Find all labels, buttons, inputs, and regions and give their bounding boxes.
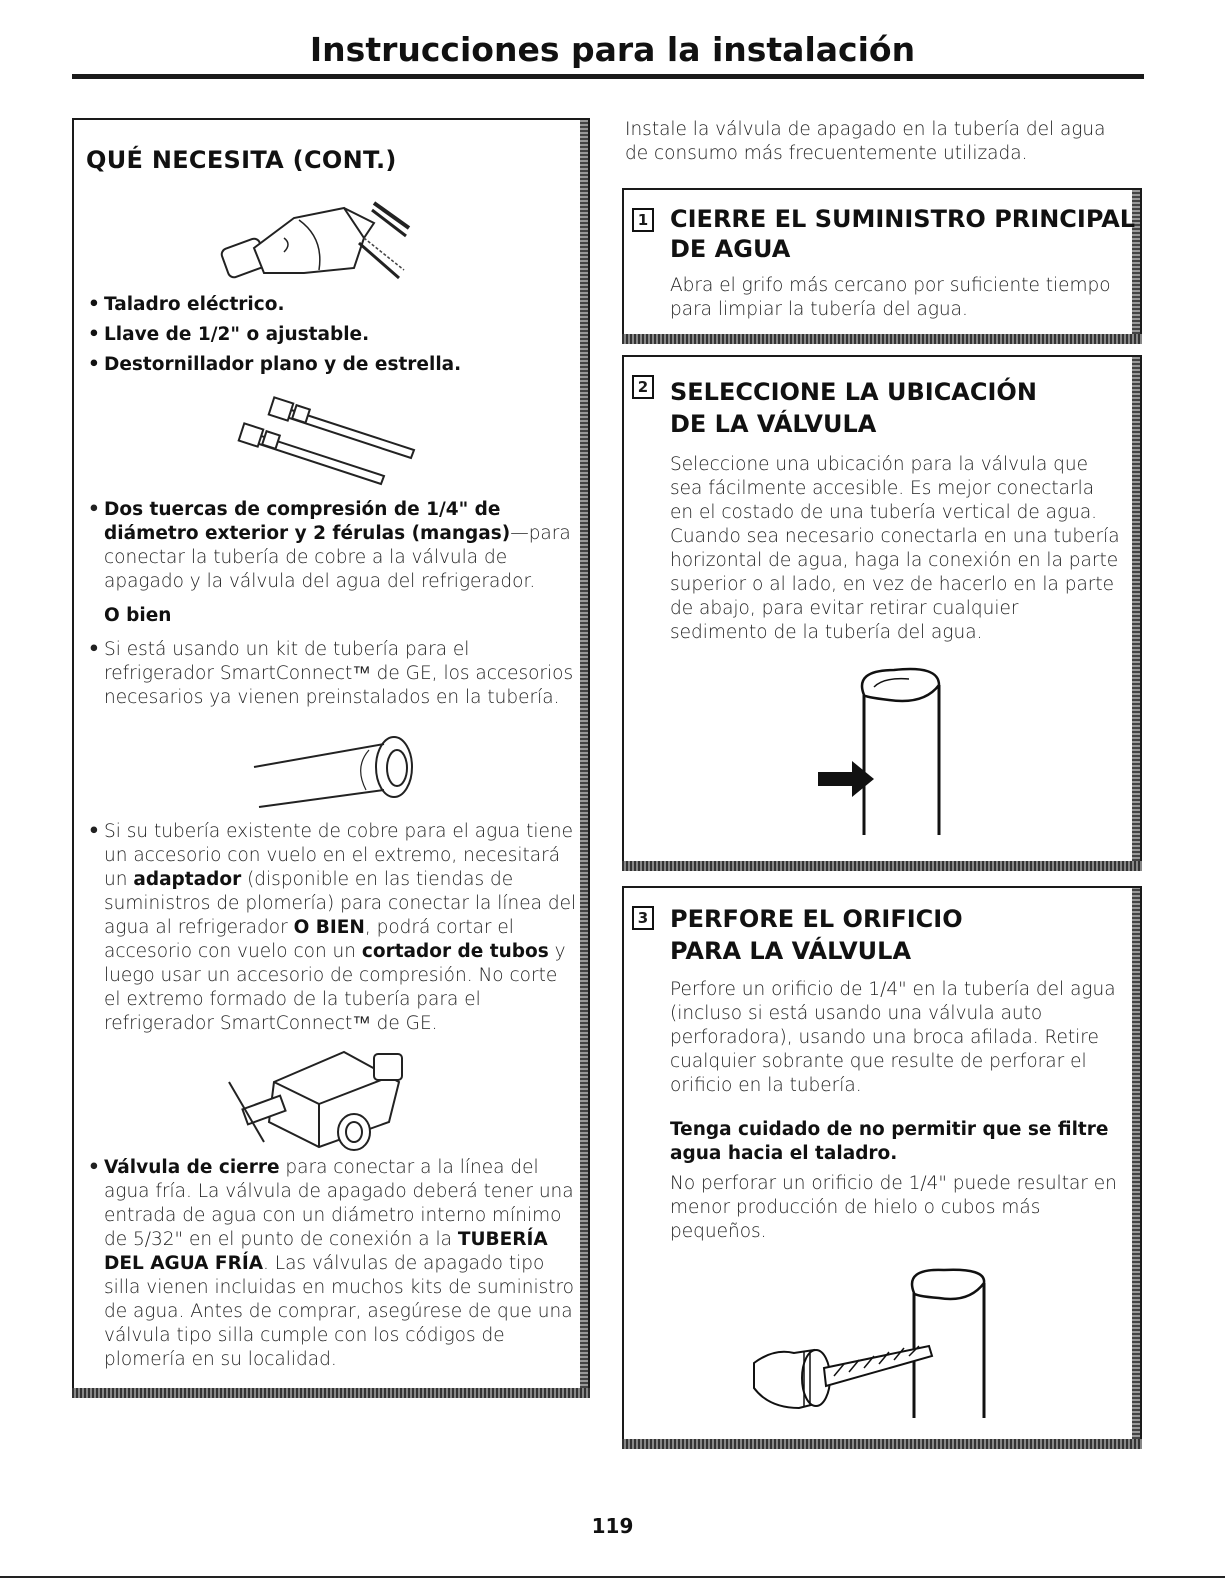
step-title: SELECCIONE LA UBICACIÓN (670, 378, 1037, 406)
page-number: 119 (591, 1514, 634, 1538)
box-shade (1132, 357, 1140, 861)
drill-icon (224, 198, 414, 298)
or-label: O bien (104, 605, 172, 626)
arrow-right-icon (818, 761, 874, 797)
tool-list (88, 290, 578, 380)
box-shade (1132, 888, 1140, 1439)
title-rule (72, 74, 1144, 79)
adapter-text: y luego usar un accesorio de compresión. No corte el extremo formado de la tubería para el refrigerador SmartConnect™ de GE. (104, 941, 566, 1034)
step-warning: Tenga cuidado de no permitir que se filtre agua hacia el taladro. (670, 1119, 1109, 1164)
drill-pipe-icon (754, 1268, 994, 1428)
cold-pipe-bold: TUBERÍA DEL AGUA FRÍA (104, 1229, 548, 1274)
step-text: Seleccione una ubicación para la válvula que sea fácilmente accesible. Es mejor conectarla en el costado de una tubería vertical de agua. Cuando sea necesario conectarla en una tubería horizontal de agua, haga la conexión en la parte superior o al lado, en vez de hacerlo en la parte de abajo, para evitar retirar cualquier sedimento de la tubería del agua. (670, 454, 1120, 643)
step-number: 2 (632, 375, 654, 399)
intro-text: Instale la válvula de apagado en la tubería del agua de consumo más frecuentemente utilizada. (625, 119, 1106, 164)
nuts-text: —para conectar la tubería de cobre a la válvula de apagado y la válvula del agua del refrigerador. (104, 523, 571, 592)
valve-text: . Las válvulas de apagado tipo silla vienen incluidas en muchos kits de suministro de agua. Antes de comprar, asegúrese de que una válvula tipo silla cumple con los códigos de plomería en su localidad. (104, 1253, 574, 1370)
section-heading: QUÉ NECESITA (CONT.) (86, 146, 397, 174)
cutter-bold: cortador de tubos (361, 941, 549, 962)
vertical-pipe-icon (814, 665, 954, 845)
step-text: Abra el grifo más cercano por suficiente tiempo para limpiar la tubería del agua. (670, 275, 1111, 320)
nuts-bold-text: Dos tuercas de compresión de 1/4" de diámetro exterior y 2 férulas (mangas) (104, 499, 511, 544)
tubing-end-icon (254, 732, 434, 812)
step-3-box (622, 886, 1142, 1441)
tool-item: • Destornillador plano y de estrella. (88, 350, 578, 380)
compression-nuts-item (88, 498, 578, 710)
adapter-text: , podrá cortar el accesorio con vuelo con un (104, 917, 514, 962)
tool-item: • Llave de 1/2" o ajustable. (88, 320, 578, 350)
step-number: 1 (632, 208, 654, 232)
valve-bold: Válvula de cierre (104, 1157, 280, 1178)
what-you-need-box (72, 118, 590, 1390)
step-number: 3 (632, 906, 654, 930)
adapter-text: (disponible en las tiendas de suministros de plomería) para conectar la línea del agua al refrigerador (104, 869, 577, 938)
box-shade (580, 120, 588, 1388)
or-bold: O BIEN (293, 917, 365, 938)
valve-item (88, 1156, 578, 1372)
step-text: Perfore un orificio de 1/4" en la tubería del agua (incluso si está usando una válvula auto perforadora), usando una broca afilada. Retire cualquier sobrante que resulte de perforar el orificio en la tubería. (670, 979, 1116, 1096)
bottom-rule (0, 1576, 1225, 1578)
page-title: Instrucciones para la instalación (309, 30, 916, 69)
tool-item: • Taladro eléctrico. (88, 290, 578, 320)
compression-nuts-icon (239, 398, 429, 488)
adapter-item (88, 820, 578, 1036)
step-title: PARA LA VÁLVULA (670, 937, 912, 965)
step-title: DE LA VÁLVULA (670, 410, 877, 438)
step-title: PERFORE EL ORIFICIO (670, 905, 963, 933)
adapter-text: Si su tubería existente de cobre para el agua tiene un accesorio con vuelo en el extremo, necesitará un (104, 821, 574, 890)
shutoff-valve-icon (224, 1042, 424, 1152)
step-1-box (622, 188, 1142, 336)
step-note: No perforar un orificio de 1/4" puede resultar en menor producción de hielo o cubos más pequeños. (670, 1173, 1117, 1242)
kit-text: Si está usando un kit de tubería para el refrigerador SmartConnect™ de GE, los accesorios necesarios ya vienen preinstalados en la tubería. (104, 639, 574, 708)
step-title: CIERRE EL SUMINISTRO PRINCIPAL (670, 205, 1136, 233)
valve-text: para conectar a la línea del agua fría. La válvula de apagado deberá tener una entrada de agua con un diámetro interno mínimo de 5/32" en el punto de conexión a la (104, 1157, 574, 1250)
step-2-box (622, 355, 1142, 863)
step-title: DE AGUA (670, 235, 791, 263)
adapter-bold: adaptador (133, 869, 242, 890)
